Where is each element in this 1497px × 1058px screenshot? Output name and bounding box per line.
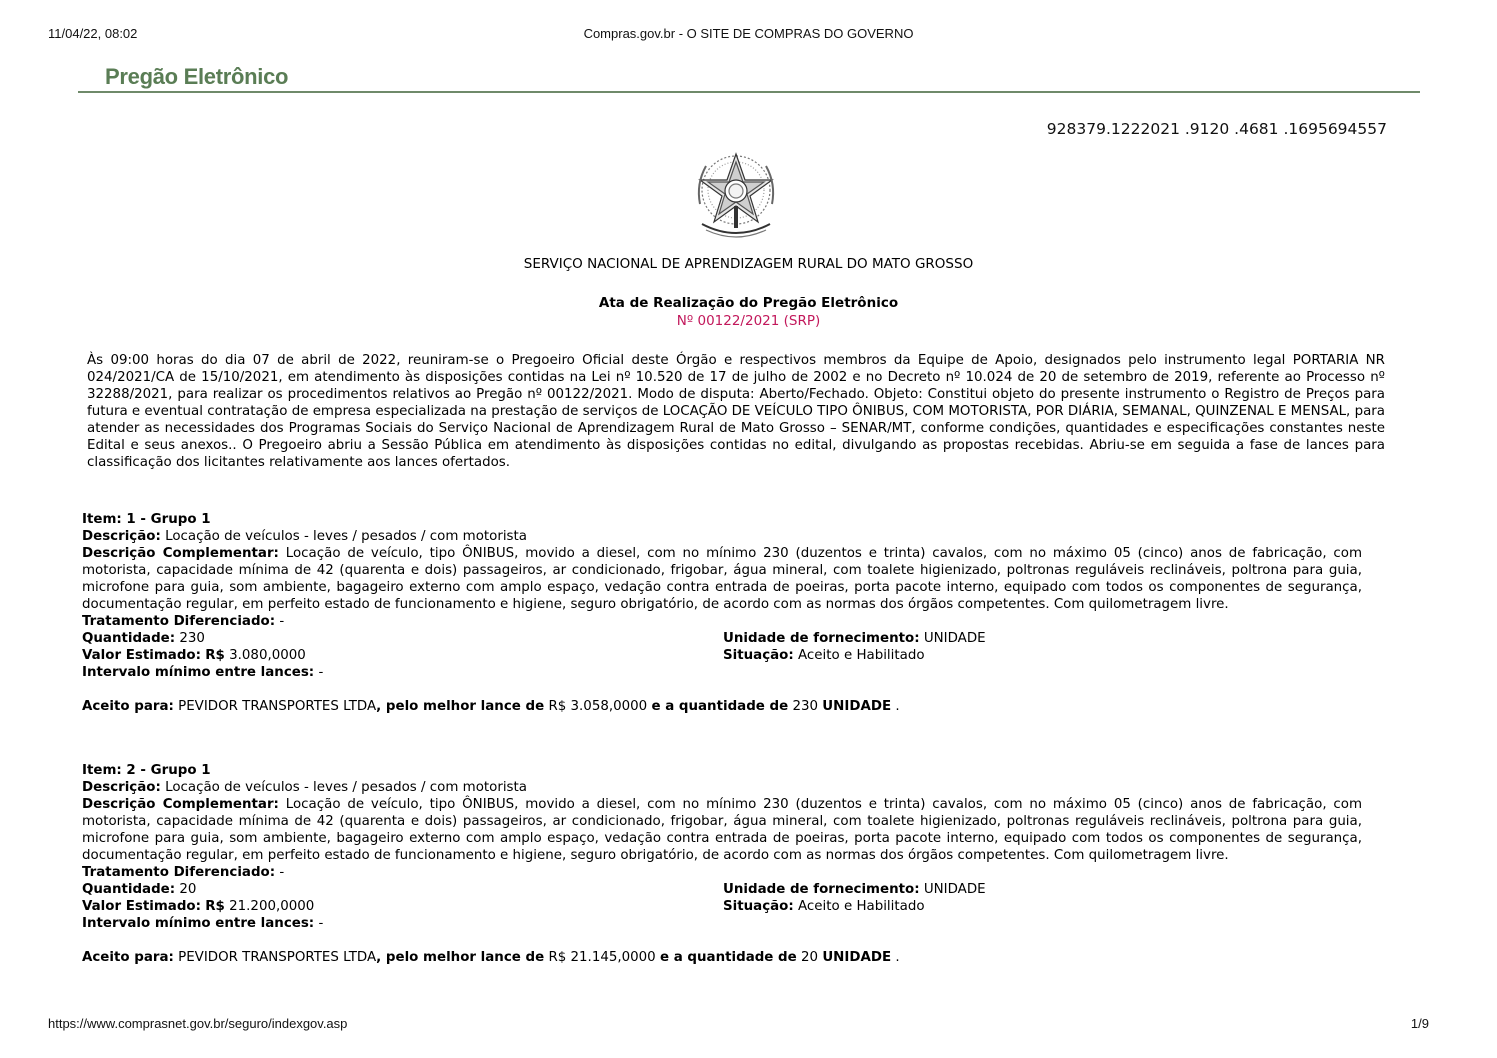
period: .: [895, 699, 900, 714]
item-heading: Item: 1 - Grupo 1: [82, 512, 211, 527]
aceito-company: PEVIDOR TRANSPORTES LTDA: [178, 950, 377, 965]
quantidade-final-label: e a quantidade de: [651, 699, 789, 714]
valor-estimado-label: Valor Estimado:: [82, 899, 201, 914]
document-code: 928379.1222021 .9120 .4681 .1695694557: [1046, 120, 1387, 138]
intervalo-value: -: [318, 665, 324, 680]
ata-title: Ata de Realização do Pregão Eletrônico: [598, 295, 899, 311]
valor-estimado-value: 21.200,0000: [229, 899, 315, 914]
descricao-comp-label: Descrição Complementar:: [82, 546, 279, 561]
intervalo-label: Intervalo mínimo entre lances:: [82, 916, 315, 931]
unidade-value: UNIDADE: [923, 882, 986, 897]
descricao-comp-label: Descrição Complementar:: [82, 797, 279, 812]
melhor-lance-label: , pelo melhor lance de: [376, 699, 545, 714]
intervalo-label: Intervalo mínimo entre lances:: [82, 665, 315, 680]
tratamento-value: -: [279, 614, 285, 629]
aceito-label: Aceito para:: [82, 699, 174, 714]
situacao-value: Aceito e Habilitado: [798, 648, 925, 663]
agency-name: SERVIÇO NACIONAL DE APRENDIZAGEM RURAL DO MATO GROSSO: [523, 256, 974, 272]
print-page-number: 1/9: [1410, 1016, 1429, 1031]
descricao-label: Descrição:: [82, 780, 161, 795]
descricao-value: Locação de veículos - leves / pesados / com motorista: [165, 529, 527, 544]
aceito-company: PEVIDOR TRANSPORTES LTDA: [178, 699, 377, 714]
currency-label: R$: [205, 648, 225, 663]
descricao-label: Descrição:: [82, 529, 161, 544]
unidade-label: Unidade de fornecimento:: [723, 882, 920, 897]
page-title: Pregão Eletrônico: [105, 64, 289, 89]
aceito-label: Aceito para:: [82, 950, 174, 965]
tratamento-label: Tratamento Diferenciado:: [82, 614, 276, 629]
situacao-value: Aceito e Habilitado: [798, 899, 925, 914]
unidade-final-value: UNIDADE: [822, 699, 892, 714]
descricao-comp-value: Locação de veículo, tipo ÔNIBUS, movido a diesel, com no mínimo 230 (duzentos e trinta) cavalos, com no máximo 05 (cinco) anos de fabricação, com motorista, capacidade mínima de 42 (quarenta e dois) passageiros, ar condicionado, frigobar, água mineral, com toalete higienizado, poltronas reguláveis reclináveis, poltrona para guia, microfone para guia, som ambiente, bagageiro externo com amplo espaço, vedação contra entrada de poeiras, porta pacote interno, equipado com todos os componentes de segurança, documentação regular, em perfeito estado de funcionamento e higiene, seguro obrigatório, de acordo com as normas dos órgãos competentes. Com quilometragem livre.: [82, 546, 1363, 612]
intro-paragraph: Às 09:00 horas do dia 07 de abril de 2022, reuniram-se o Pregoeiro Oficial deste Órgão e respectivos membros da Equipe de Apoio, designados pelo instrumento legal PORTARIA NR 024/2021/CA de 15/10/2021, em atendimento às disposições contidas na Lei nº 10.520 de 17 de julho de 2002 e no Decreto nº 10.024 de 20 de setembro de 2019, referente ao Processo nº 32288/2021, para realizar os procedimentos relativos ao Pregão nº 00122/2021. Modo de disputa: Aberto/Fechado. Objeto: Constitui objeto do presente instrumento o Registro de Preços para futura e eventual contratação de empresa especializada na prestação de serviços de LOCAÇÃO DE VEÍCULO TIPO ÔNIBUS, COM MOTORISTA, POR DIÁRIA, SEMANAL, QUINZENAL E MENSAL, para atender as necessidades dos Programas Sociais do Serviço Nacional de Aprendizagem Rural de Mato Grosso – SENAR/MT, conforme condições, quantidades e especificações constantes neste Edital e seus anexos.. O Pregoeiro abriu a Sessão Pública em atendimento às disposições contidas no edital, divulgando as propostas recebidas. Abriu-se em seguida a fase de lances para classificação dos licitantes relativamente aos lances ofertados.: [87, 353, 1385, 470]
print-datetime: 11/04/22, 08:02: [48, 26, 138, 41]
quantidade-label: Quantidade:: [82, 631, 176, 646]
item-heading: Item: 2 - Grupo 1: [82, 763, 211, 778]
brazil-coat-of-arms-icon: [688, 144, 784, 244]
period: .: [895, 950, 900, 965]
ata-number: Nº 00122/2021 (SRP): [676, 313, 821, 329]
quantidade-value: 20: [179, 882, 197, 897]
intervalo-value: -: [318, 916, 324, 931]
melhor-lance-value: R$ 21.145,0000: [548, 950, 656, 965]
melhor-lance-label: , pelo melhor lance de: [376, 950, 545, 965]
quantidade-final-value: 230: [792, 699, 819, 714]
quantidade-label: Quantidade:: [82, 882, 176, 897]
valor-estimado-label: Valor Estimado:: [82, 648, 201, 663]
situacao-label: Situação:: [723, 899, 794, 914]
unidade-final-value: UNIDADE: [822, 950, 892, 965]
quantidade-final-label: e a quantidade de: [659, 950, 797, 965]
quantidade-final-value: 20: [801, 950, 819, 965]
print-footer-url[interactable]: https://www.comprasnet.gov.br/seguro/indexgov.asp: [48, 1016, 348, 1031]
quantidade-value: 230: [179, 631, 205, 646]
tratamento-label: Tratamento Diferenciado:: [82, 865, 276, 880]
descricao-comp-value: Locação de veículo, tipo ÔNIBUS, movido a diesel, com no mínimo 230 (duzentos e trinta) cavalos, com no máximo 05 (cinco) anos de fabricação, com motorista, capacidade mínima de 42 (quarenta e dois) passageiros, ar condicionado, frigobar, água mineral, com toalete higienizado, poltronas reguláveis reclináveis, poltrona para guia, microfone para guia, som ambiente, bagageiro externo com amplo espaço, vedação contra entrada de poeiras, porta pacote interno, equipado com todos os componentes de segurança, documentação regular, em perfeito estado de funcionamento e higiene, seguro obrigatório, de acordo com as normas dos órgãos competentes. Com quilometragem livre.: [82, 797, 1363, 863]
situacao-label: Situação:: [723, 648, 794, 663]
unidade-label: Unidade de fornecimento:: [723, 631, 920, 646]
tratamento-value: -: [279, 865, 285, 880]
unidade-value: UNIDADE: [923, 631, 986, 646]
currency-label: R$: [205, 899, 225, 914]
item-block: [82, 511, 1362, 715]
title-divider: [78, 91, 1420, 93]
descricao-value: Locação de veículos - leves / pesados / com motorista: [165, 780, 527, 795]
print-site-title: Compras.gov.br - O SITE DE COMPRAS DO GOVERNO: [583, 26, 914, 41]
item-block: [82, 762, 1362, 966]
melhor-lance-value: R$ 3.058,0000: [548, 699, 648, 714]
valor-estimado-value: 3.080,0000: [229, 648, 306, 663]
